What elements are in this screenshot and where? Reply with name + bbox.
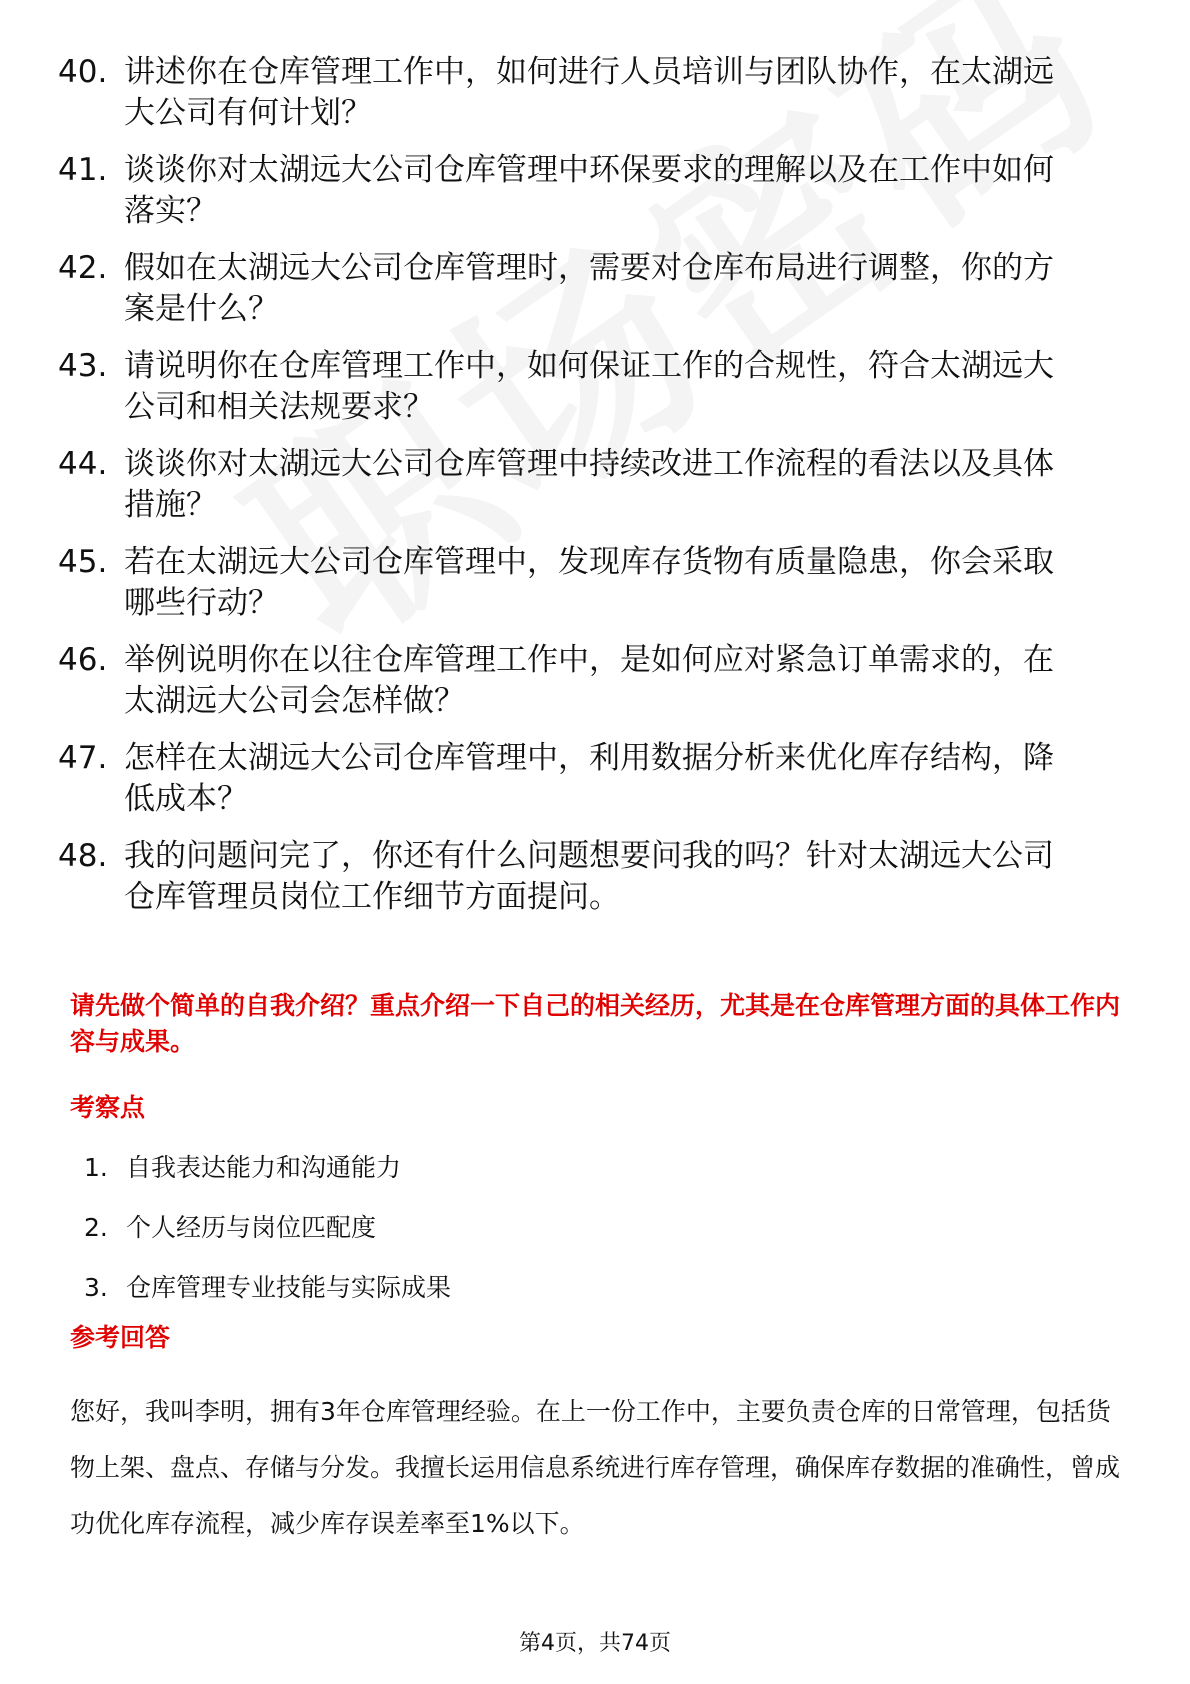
question-text: 若在太湖远大公司仓库管理中，发现库存货物有质量隐患，你会采取哪些行动？ bbox=[124, 544, 1054, 621]
point-number: 2. bbox=[84, 1213, 108, 1242]
question-text: 假如在太湖远大公司仓库管理时，需要对仓库布局进行调整，你的方案是什么？ bbox=[124, 250, 1054, 327]
point-number: 1. bbox=[84, 1153, 108, 1182]
answer-text: 您好，我叫李明，拥有3年仓库管理经验。在上一份工作中，主要负责仓库的日常管理，包括货物上架、盘点、存储与分发。我擅长运用信息系统进行库存管理，确保库存数据的准确性，曾成功优化库存流程，减少库存误差率至1%以下。 bbox=[70, 1397, 1121, 1538]
list-item bbox=[58, 248, 1118, 330]
list-item bbox=[58, 444, 1118, 526]
question-text: 谈谈你对太湖远大公司仓库管理中持续改进工作流程的看法以及具体措施？ bbox=[124, 446, 1054, 523]
list-item bbox=[58, 150, 1118, 232]
list-item bbox=[58, 640, 1118, 722]
point-number: 3. bbox=[84, 1273, 108, 1302]
question-number: 41. bbox=[58, 152, 108, 188]
points-title: 考察点 bbox=[70, 1093, 146, 1122]
list-item bbox=[58, 542, 1118, 624]
question-number: 42. bbox=[58, 250, 108, 286]
question-number: 47. bbox=[58, 740, 108, 776]
question-text: 谈谈你对太湖远大公司仓库管理中环保要求的理解以及在工作中如何落实？ bbox=[124, 152, 1054, 229]
list-item bbox=[58, 52, 1118, 134]
point-text: 仓库管理专业技能与实际成果 bbox=[126, 1273, 452, 1302]
question-text: 举例说明你在以往仓库管理工作中，是如何应对紧急订单需求的，在太湖远大公司会怎样做？ bbox=[124, 642, 1054, 719]
question-number: 45. bbox=[58, 544, 108, 580]
point-text: 自我表达能力和沟通能力 bbox=[126, 1153, 402, 1182]
question-number: 40. bbox=[58, 54, 108, 90]
answer-title: 参考回答 bbox=[70, 1323, 171, 1352]
question-text: 请说明你在仓库管理工作中，如何保证工作的合规性，符合太湖远大公司和相关法规要求？ bbox=[124, 348, 1054, 425]
page-footer: 第4页，共74页 bbox=[519, 1631, 671, 1656]
question-number: 46. bbox=[58, 642, 108, 678]
points-list bbox=[84, 1150, 451, 1330]
question-text: 我的问题问完了，你还有什么问题想要问我的吗？针对太湖远大公司仓库管理员岗位工作细节方面提问。 bbox=[124, 838, 1054, 915]
question-list bbox=[58, 52, 1118, 934]
list-item bbox=[58, 346, 1118, 428]
question-number: 43. bbox=[58, 348, 108, 384]
list-item bbox=[84, 1150, 451, 1210]
list-item bbox=[84, 1210, 451, 1270]
question-number: 48. bbox=[58, 838, 108, 874]
list-item bbox=[58, 836, 1118, 918]
question-number: 44. bbox=[58, 446, 108, 482]
question-text: 怎样在太湖远大公司仓库管理中，利用数据分析来优化库存结构，降低成本？ bbox=[124, 740, 1054, 817]
question-text: 讲述你在仓库管理工作中，如何进行人员培训与团队协作，在太湖远大公司有何计划？ bbox=[124, 54, 1054, 131]
intro-question: 请先做个简单的自我介绍？重点介绍一下自己的相关经历，尤其是在仓库管理方面的具体工作内容与成果。 bbox=[70, 991, 1121, 1056]
list-item bbox=[58, 738, 1118, 820]
point-text: 个人经历与岗位匹配度 bbox=[126, 1213, 377, 1242]
